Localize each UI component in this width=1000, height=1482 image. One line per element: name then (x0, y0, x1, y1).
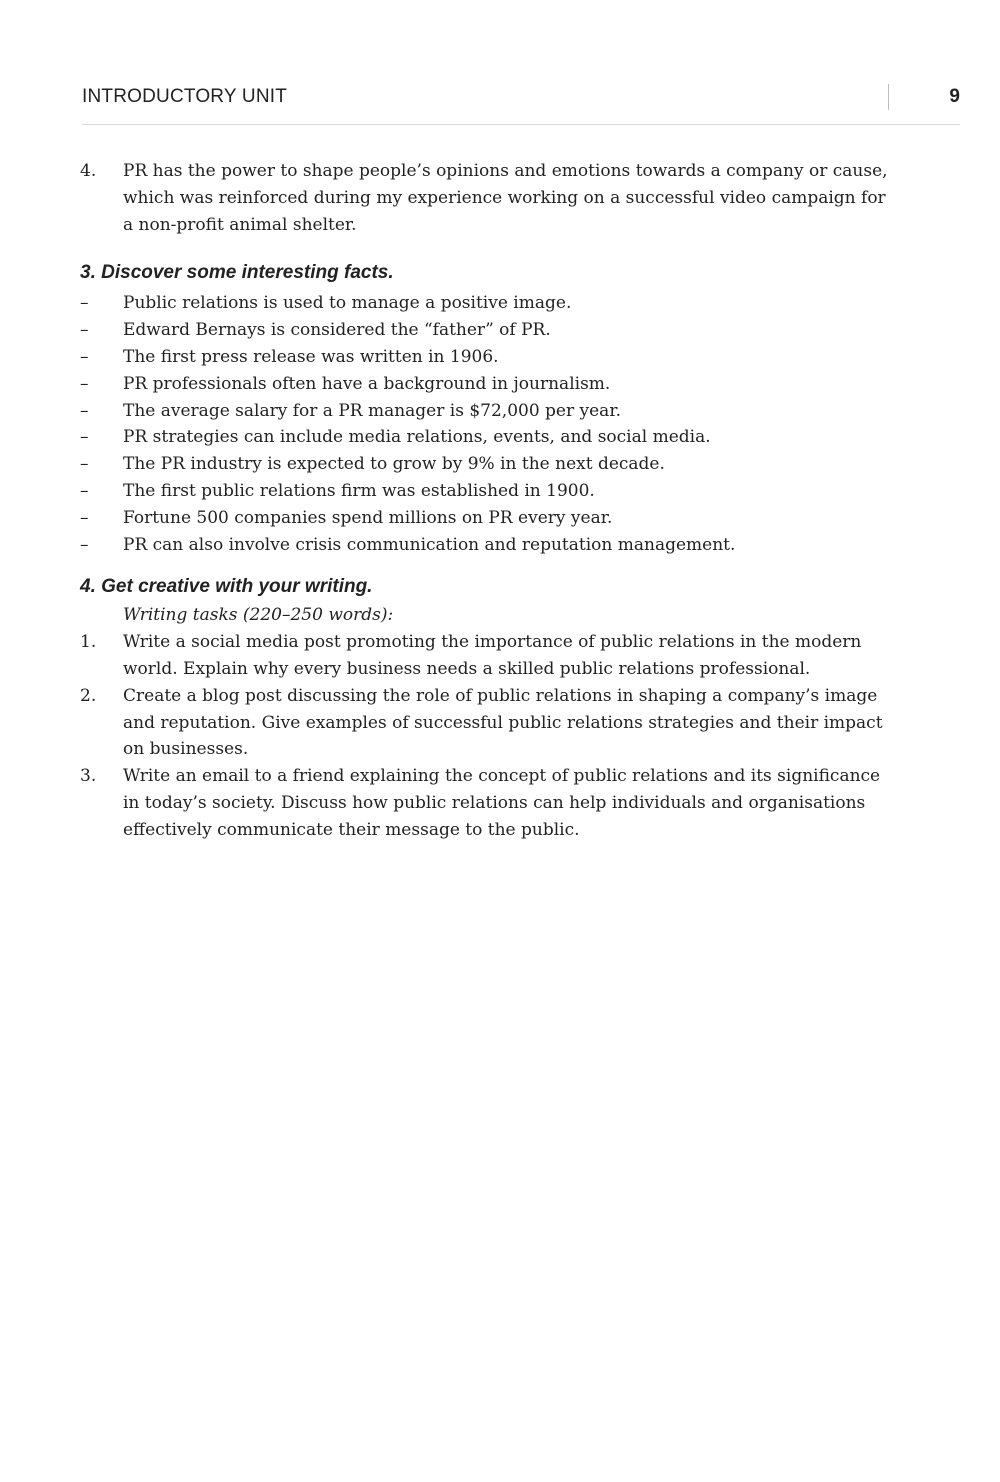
task-item (80, 763, 900, 843)
task-text: Create a blog post discussing the role of public relations in shaping a company’s image and reputation. Give examples of successful public relations strategies and their impact on businesses. (123, 685, 883, 760)
fact-item (80, 424, 900, 451)
page-header (82, 84, 960, 112)
task-text: Write an email to a friend explaining the concept of public relations and its significance in today’s society. Discuss how public relations can help individuals and organisations effectively communicate their message to the public. (123, 766, 881, 840)
header-rule (82, 124, 960, 125)
dash-bullet: – (80, 480, 89, 501)
fact-text: PR professionals often have a background in journalism. (123, 373, 611, 394)
dash-bullet: – (80, 320, 89, 341)
facts-list (80, 290, 900, 558)
fact-text: Edward Bernays is considered the “father” of PR. (123, 320, 551, 341)
list-number: 1. (80, 632, 97, 653)
fact-text: Public relations is used to manage a positive image. (123, 293, 572, 314)
dash-bullet: – (80, 400, 89, 421)
dash-bullet: – (80, 427, 89, 448)
unit-title: INTRODUCTORY UNIT (82, 86, 288, 107)
fact-item (80, 290, 900, 317)
dash-bullet: – (80, 373, 89, 394)
task-text: Write a social media post promoting the importance of public relations in the modern world. Explain why every business needs a skilled public relations professional. (123, 632, 862, 679)
intro-list-item (80, 158, 900, 238)
fact-item (80, 505, 900, 532)
dash-bullet: – (80, 293, 89, 314)
fact-item (80, 451, 900, 478)
dash-bullet: – (80, 534, 89, 555)
fact-text: Fortune 500 companies spend millions on PR every year. (123, 507, 613, 528)
fact-item (80, 532, 900, 559)
fact-text: The PR industry is expected to grow by 9% in the next decade. (123, 454, 665, 475)
fact-text: The first public relations firm was established in 1900. (123, 480, 595, 501)
fact-text: PR can also involve crisis communication and reputation management. (123, 534, 736, 555)
fact-text: PR strategies can include media relations, events, and social media. (123, 427, 711, 448)
dash-bullet: – (80, 346, 89, 367)
fact-item (80, 398, 900, 425)
header-divider (888, 84, 889, 110)
dash-bullet: – (80, 507, 89, 528)
writing-tasks-intro: Writing tasks (220–250 words): (123, 605, 394, 626)
dash-bullet: – (80, 454, 89, 475)
list-number: 2. (80, 685, 97, 706)
list-item-text: PR has the power to shape people’s opinions and emotions towards a company or cause, which was reinforced during my experience working on a successful video campaign for a non-profit animal shelter. (123, 161, 888, 235)
fact-item (80, 478, 900, 505)
page-number: 9 (949, 86, 960, 107)
task-item (80, 683, 900, 763)
fact-item (80, 344, 900, 371)
fact-item (80, 317, 900, 344)
fact-text: The average salary for a PR manager is $72,000 per year. (123, 400, 621, 421)
list-number: 3. (80, 766, 97, 787)
list-number: 4. (80, 161, 97, 181)
page-content (80, 158, 900, 844)
fact-item (80, 371, 900, 398)
section-heading-facts: 3. Discover some interesting facts. (80, 262, 394, 284)
writing-tasks-list (80, 629, 900, 843)
task-item (80, 629, 900, 683)
fact-text: The first press release was written in 1906. (123, 346, 499, 367)
section-heading-writing: 4. Get creative with your writing. (80, 576, 373, 598)
